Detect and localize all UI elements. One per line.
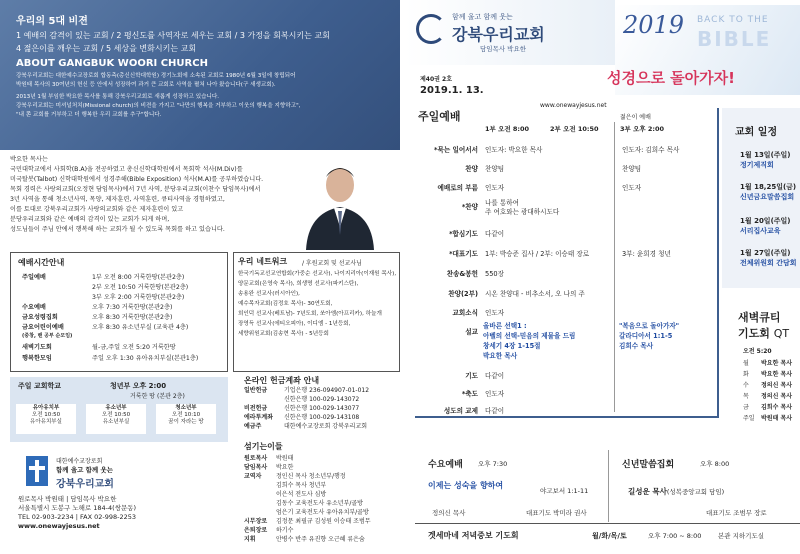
schedule-text: 오후 8:30 거룩한땅(본관2층)	[92, 314, 173, 321]
school-cell: 유소년부 오전 10:50 유소년부실	[86, 404, 146, 434]
school-title: 주일 교회학교	[18, 382, 62, 390]
order-title: 주일예배	[418, 110, 461, 123]
gethsemane-title: 겟세마네 저녁중보 기도회	[428, 531, 519, 540]
issue-number: 제40권 2호	[420, 76, 453, 83]
online-offering-title: 온라인 헌금계좌 안내	[244, 376, 320, 385]
theme-graphic	[607, 5, 800, 95]
bio-line: 박요한 목사는	[10, 156, 48, 163]
bio-line: 3년 사역을 통해 청소년사역, 목양, 제자훈련, 사역훈련, 큐티사역을 경험하였고,	[10, 196, 225, 203]
about-line: "내 쫀 교회를 거부하고 더 행복한 우리 교회를 추구"합니다.	[16, 112, 162, 118]
sermon-info-young: "복음으로 돌아가자" 갈라디아서 1:1-5 김희수 목사	[619, 322, 680, 350]
qt-row: 수 정의신 목사	[743, 382, 793, 389]
service-1: 1부 오전 8:00	[485, 125, 530, 133]
calendar-date: 1월 27일(주일)	[740, 249, 791, 257]
bio-line: 분당우리교회와 같은 예배의 감격이 있는 교회가 되게 하며,	[10, 216, 170, 223]
sunday-school-box	[10, 377, 228, 442]
order-value: 다같이	[485, 230, 505, 238]
order-value: 인도자	[485, 184, 505, 192]
service-3: 3부 오후 2:00	[620, 125, 665, 133]
church-name: 강북우리교회	[56, 479, 114, 490]
qt-row: 금 김희수 목사	[743, 404, 793, 411]
wed-sermon: 이제는 성숙을 향하여	[428, 481, 504, 490]
network-line: 예수목자교회(김정호 목사)- 30연도회,	[238, 301, 333, 307]
back-to-the: BACK TO THE	[697, 15, 769, 25]
bottom-divider	[608, 450, 609, 522]
schedule-text: 1부 오전 8:00 거룩한땅(본관2층)	[92, 274, 185, 281]
bottom-line	[415, 523, 800, 524]
bio-line: 목회 경력은 사랑의교회(오정현 담임목사)에서 7년 사역, 분당우리교회(이찬수 담임목사)에서	[10, 186, 261, 193]
bio-line: 이를 토대로 강북우리교회가 사랑의교회와 같은 제자훈련이 있고	[10, 206, 184, 213]
bio-line: 성도님들이 주님 안에서 행복해 하는 교회가 될 수 있도록 목회를 하고 있습니다.	[10, 226, 225, 233]
vision-line: 4 젊은이를 깨우는 교회 / 5 세상을 변화시키는 교회	[16, 44, 197, 53]
qt-title: 새벽큐티 기도회 QT	[738, 311, 790, 340]
order-label: *찬양	[461, 203, 478, 211]
schedule-text: 월-금,주일 오전 5:20 거룩한땅	[92, 344, 176, 351]
young-service-label: 젊은이 예배	[620, 114, 651, 121]
service-2: 2부 오전 10:50	[550, 125, 599, 133]
about-title: ABOUT GANGBUK WOORI CHURCH	[16, 58, 208, 69]
order-label: 성도의 교제	[443, 407, 478, 415]
order-value: 3부: 윤희경 청년	[622, 250, 671, 258]
schedule-label: 수요예배	[22, 304, 46, 311]
order-label: *축도	[461, 390, 478, 398]
fri-speaker: 길성운 목사(성복중앙교회 담임)	[628, 487, 725, 496]
pastor-photo	[300, 155, 380, 250]
qt-row: 목 정의신 목사	[743, 393, 793, 400]
order-label: 찬양	[465, 165, 478, 173]
about-banner	[0, 0, 400, 150]
calendar-event: 서리집사교육	[740, 227, 781, 235]
order-value: 찬양팀	[485, 165, 505, 173]
qt-time: 오전 5:20	[743, 348, 772, 355]
pastor-bio	[10, 155, 310, 235]
order-label: 기도	[465, 372, 478, 380]
sermon-info: 올바른 선택1 : 아벨의 선택-믿음의 제물을 드림 창세기 4장 1-15절 박요한 목사	[483, 322, 576, 360]
order-value: 나를 통하여 주 여호와는 광대하시도다	[485, 199, 560, 216]
schedule-title: 예배시간안내	[18, 258, 65, 267]
gethsemane-days: 월/화/목/토	[592, 532, 627, 540]
school-cell: 유아유치부 오전 10:50 유아유치부실	[16, 404, 76, 434]
qt-row: 화 박요한 목사	[743, 371, 793, 378]
order-value: 1부: 박승준 집사 / 2부: 이승태 장로	[485, 250, 590, 258]
school-cell: 청소년부 오전 10:10 꿈이 자라는 땅	[156, 404, 216, 434]
schedule-label: 금요성령집회	[22, 314, 58, 321]
schedule-text: 오후 8:30 유소년부실 (교육관 4층)	[92, 324, 189, 331]
year: 2019	[623, 11, 685, 39]
church-name-top: 강북우리교회	[452, 25, 545, 44]
order-label: *대표기도	[449, 250, 478, 258]
about-line: 2013년 1월 부임한 박요한 목사를 통해 강북우리교회로 새롭게 성장하고 있습니다.	[16, 94, 220, 100]
network-line: 양문교회(은영숙 목사), 희생명 선교사(파키스탄),	[238, 281, 359, 287]
order-value: 550장	[485, 270, 504, 278]
schedule-label: 금요어린이예배	[22, 324, 64, 331]
network-line: 송용완 선교사(러시아인),	[238, 291, 300, 297]
youth-place: 거룩한 땅 (본관 2층)	[130, 393, 185, 400]
schedule-label: 주일예배	[22, 274, 46, 281]
wed-prayer: 대표기도 박미라 권사	[526, 509, 587, 517]
network-line: 희인덕 선교사(베트남)- 7년도회, 쏘아엠(아프리카), 하늘개	[238, 311, 382, 317]
schedule-text: 2부 오전 10:50 거룩한땅(본관2층)	[92, 284, 189, 291]
pastor-name: 담임목사 박요한	[480, 45, 527, 53]
order-label: *묵는 일어서서	[434, 146, 478, 154]
schedule-label: (중창, 밴 공부 순모임)	[22, 333, 73, 339]
bio-line: 미국탈봇(Talbot) 신학대학원에서 성경주해(Bible Exposition) 석사(M.A)를 공부하였습니다.	[10, 176, 264, 183]
denomination: 대한예수교장로회	[56, 458, 103, 465]
network-subtitle: / 후원교회 및 선교사님	[302, 260, 362, 267]
order-value: 다같이	[485, 407, 505, 415]
about-line: 박원태 목사의 30여년의 헌신 등 안에서 성장하여 과거 큰 교회로 사역을 펼쳐 나아 왔습니다(구 새생교회).	[16, 82, 276, 88]
theme-title: 성경으로 돌아가자!	[607, 69, 735, 87]
church-logo-mark	[416, 14, 446, 44]
servants-title: 섬기는이들	[244, 442, 283, 451]
network-title: 우리 네트워크	[238, 257, 288, 266]
calendar-date: 1월 18,25일(금)	[740, 183, 797, 191]
vision-title: 우리의 5대 비젼	[16, 16, 88, 27]
schedule-text: 오후 7:30 거룩한땅(본관2층)	[92, 304, 173, 311]
calendar-event: 전체위원회 간담회	[740, 259, 797, 267]
bible-word: BIBLE	[697, 27, 772, 51]
col-divider	[614, 122, 615, 412]
youth-time: 청년부 오후 2:00	[110, 382, 167, 390]
website: www.onewayjesus.net	[540, 102, 607, 109]
gethsemane-time: 오후 7:00 ~ 8:00	[648, 532, 702, 540]
order-value: 시온 찬양대 - 비추소서, 오 나의 주	[485, 290, 585, 298]
order-value: 찬양팀	[622, 165, 642, 173]
footer-address: 원로목사 박원태 | 담임목사 박요한 서울특별시 도봉구 노해로 184-4(쌍문동) TEL 02-903-2234 | FAX 02-998-2253 www.onewayjesus.net	[18, 495, 137, 530]
wed-verse: 야고보서 1:1-11	[540, 487, 589, 495]
bio-line: 국민대학교에서 사회학(B.A)을 전공하였고 총신신학대학원에서 목회학 석사(M.Div)를	[10, 166, 243, 173]
order-value: 인도자	[622, 184, 642, 192]
order-value: 인도자	[485, 390, 505, 398]
slogan: 함께 울고 함께 웃는	[452, 13, 513, 21]
calendar-event: 신년금요말씀집회	[740, 193, 795, 201]
church-slogan: 함께 울고 함께 웃는	[56, 466, 114, 474]
fri-time: 오후 8:00	[700, 460, 730, 468]
gethsemane-place: 본관 지하기도실	[718, 532, 765, 540]
order-label: 찬송&봉헌	[446, 270, 478, 278]
fri-title: 신년말씀집회	[622, 460, 675, 470]
qt-row: 주일 박원태 목사	[743, 415, 793, 422]
order-value: 다같이	[485, 372, 505, 380]
wed-time: 오후 7:30	[478, 460, 508, 468]
network-line: 세향위원교회(김송현 목사) - 5년등회	[238, 331, 329, 337]
order-value: 인도자	[485, 309, 505, 317]
schedule-text: 주일 오후 1:30 유아유치부실(본관1층)	[92, 355, 199, 362]
order-label: 예배로의 부름	[437, 184, 478, 192]
schedule-text: 3부 오후 2:00 거룩한땅(본관2층)	[92, 294, 185, 301]
calendar-date: 1월 13일(주일)	[740, 151, 791, 159]
calendar-title: 교회 일정	[735, 127, 778, 138]
qt-row: 월 박요한 목사	[743, 360, 793, 367]
order-value: 인도자: 박요한 목사	[485, 146, 543, 154]
schedule-label: 새벽기도회	[22, 344, 52, 351]
vision-line: 1 예배의 감격이 있는 교회 / 2 평신도를 사역자로 세우는 교회 / 3 가정을 회복시키는 교회	[16, 31, 330, 40]
about-line: 강북우리교회는 미셔널처치(Missional church)의 비젼을 가지고 "나만의 행복을 거부하고 이웃의 행복을 지향하고",	[16, 103, 301, 109]
wed-speaker: 정의신 목사	[432, 509, 466, 517]
schedule-label: 행복한모임	[22, 355, 52, 362]
order-value: 인도자: 김희수 목사	[622, 146, 680, 154]
fri-prayer: 대표기도 조범무 장로	[706, 509, 767, 517]
church-logo-icon	[26, 456, 48, 486]
about-line: 강북우리교회는 대한예수교장로회 합동측(총신신학대학원) 경기노회에 소속된 교회로 1980년 6월 3일에 창립되어	[16, 73, 296, 79]
order-label: 설교	[465, 328, 478, 336]
bulletin-date: 2019.1. 13.	[420, 85, 484, 96]
calendar-event: 정기제직회	[740, 161, 774, 169]
network-line: 한국기독교선교연합회(가중순 선교사), 나이지리아(이재원 목사),	[238, 271, 397, 277]
calendar-date: 1월 20일(주일)	[740, 217, 791, 225]
wed-title: 수요예배	[428, 460, 463, 470]
order-label: 교회소식	[452, 309, 478, 317]
network-line: 장영득 선교사(에티오피아), 이디엠 - 1년등회,	[238, 321, 351, 327]
order-label: *합심기도	[449, 230, 478, 238]
order-label: 찬양(2부)	[448, 290, 478, 298]
